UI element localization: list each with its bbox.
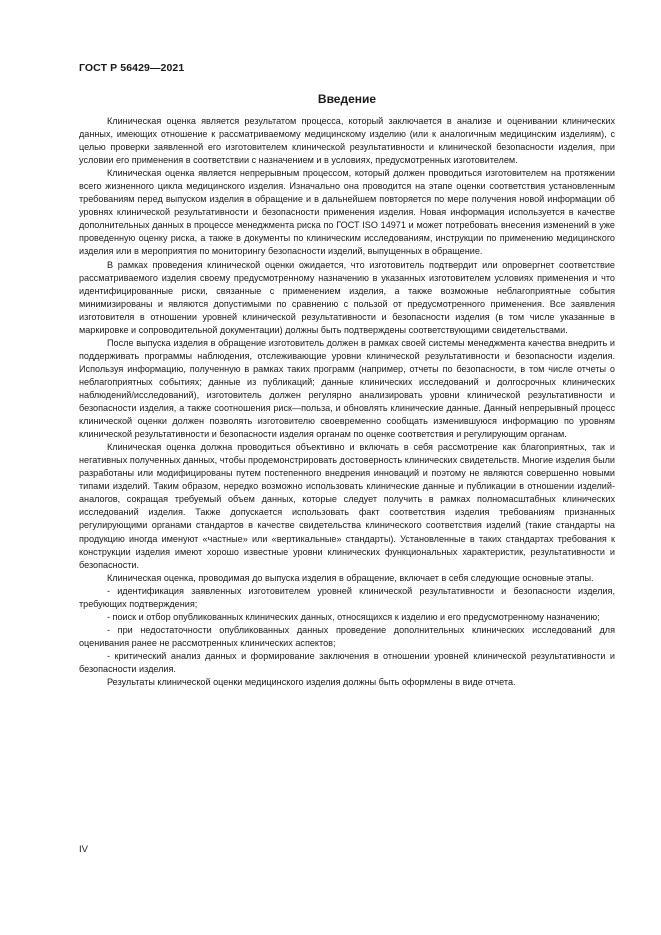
- paragraph: Клиническая оценка является результатом процесса, который заключается в анализе и оценивании клинических данных, имеющих отношение к рассматриваемому медицинскому изделию (или к аналогичным медицинским изделиям), с целью проверки заявленной его изготовителем клинической результативности и клинической безопасности изделия, при условии его применения в соответствии с назначением и в условиях, предусмотренных изготовителем.: [79, 116, 615, 166]
- paragraph: Клиническая оценка является непрерывным процессом, который должен проводиться изготовителем на протяжении всего жизненного цикла медицинского изделия. Изначально она проводится на этапе оценки соответствия установленным требованиям перед выпуском изделия в обращение и в дальнейшем повторяется по мере получения новой информации об уровнях клинической результативности и безопасности применения изделия. Новая информация используется в качестве дополнительных данных в процессе менеджмента риска по ГОСТ ISO 14971 и может потребовать внесения изменений в уже проведенную оценку риска, а также в документы по клиническим исследованиям, инструкции по применению медицинского изделия или в мероприятия по мониторингу безопасности изделий, выпущенных в обращение.: [79, 168, 615, 257]
- list-item: - поиск и отбор опубликованных клинических данных, относящихся к изделию и его предусмотренному назначению;: [107, 611, 600, 622]
- page-number: IV: [79, 844, 88, 855]
- section-title: Введение: [317, 92, 377, 106]
- standard-header: ГОСТ Р 56429—2021: [79, 62, 185, 74]
- list-item: - идентификация заявленных изготовителем уровней клинической результативности и безопасности изделия, требующих подтверждения;: [79, 585, 615, 609]
- paragraph: Клиническая оценка должна проводиться объективно и включать в себя рассмотрение как благоприятных, так и негативных полученных данных, чтобы продемонстрировать достоверность клинических свидетельств. Многие изделия были разработаны или модифицированы путем постепенного внедрения инноваций и поэтому не являются совершенно новыми типами изделий. Таким образом, нередко возможно использовать клинические данные и публикации в отношении изделий-аналогов, сокращая требуемый объем данных, которые следует получить в рамках полномасштабных клинических исследований изделия. Также допускается использовать факт соответствия изделия требованиям признанных регулирующими органами стандартов в качестве свидетельства клинического соответствия изделий (такие стандарты на продукцию иногда именуют «частные» или «вертикальные» стандарты). Установленные в таких стандартах требования к конструкции изделия имеют хорошо известные уровни клинических функциональных характеристик, результативности и безопасности.: [79, 442, 615, 570]
- closing-paragraph: Результаты клинической оценки медицинского изделия должны быть оформлены в виде отчета.: [107, 677, 516, 688]
- paragraph: Клиническая оценка, проводимая до выпуска изделия в обращение, включает в себя следующие основные этапы.: [107, 572, 594, 583]
- paragraph: В рамках проведения клинической оценки ожидается, что изготовитель подтвердит или опровергнет соответствие рассматриваемого изделия своему предусмотренному назначению в указанных изготовителем условиях применения и что идентифицированные риски, связанные с применением изделия, а также возможные неблагоприятные события минимизированы и являются допустимыми по сравнению с пользой от предусмотренного применения. Все заявления изготовителя в отношении уровней клинической результативности и безопасности изделия (в том числе указанные в маркировке и сопроводительной документации) должны быть подтверждены соответствующими свидетельствами.: [79, 259, 615, 335]
- list-item: - при недостаточности опубликованных данных проведение дополнительных клинических исследований для оценивания ранее не рассмотренных клинических аспектов;: [79, 624, 615, 648]
- body-text: [79, 115, 615, 689]
- paragraph: После выпуска изделия в обращение изготовитель должен в рамках своей системы менеджмента качества внедрить и поддерживать программы наблюдения, отслеживающие уровни клинической результативности и безопасности изделия. Используя информацию, полученную в рамках таких программ (например, отчеты по безопасности, в том числе отчеты о неблагоприятных событиях; данные из публикаций; данные клинических исследований и долгосрочных клинических наблюдений/исследований), изготовитель должен регулярно анализировать уровни клинической результативности и безопасности изделия, а также соотношения риск—польза, и обновлять клинические данные. Данный непрерывный процесс клинической оценки должен позволять изготовителю своевременно сообщать изменившуюся информацию по уровням клинической результативности и безопасности изделия органам по оценке соответствия и регулирующим органам.: [79, 337, 615, 440]
- list-item: - критический анализ данных и формирование заключения в отношении уровней клинической результативности и безопасности изделия.: [79, 650, 615, 674]
